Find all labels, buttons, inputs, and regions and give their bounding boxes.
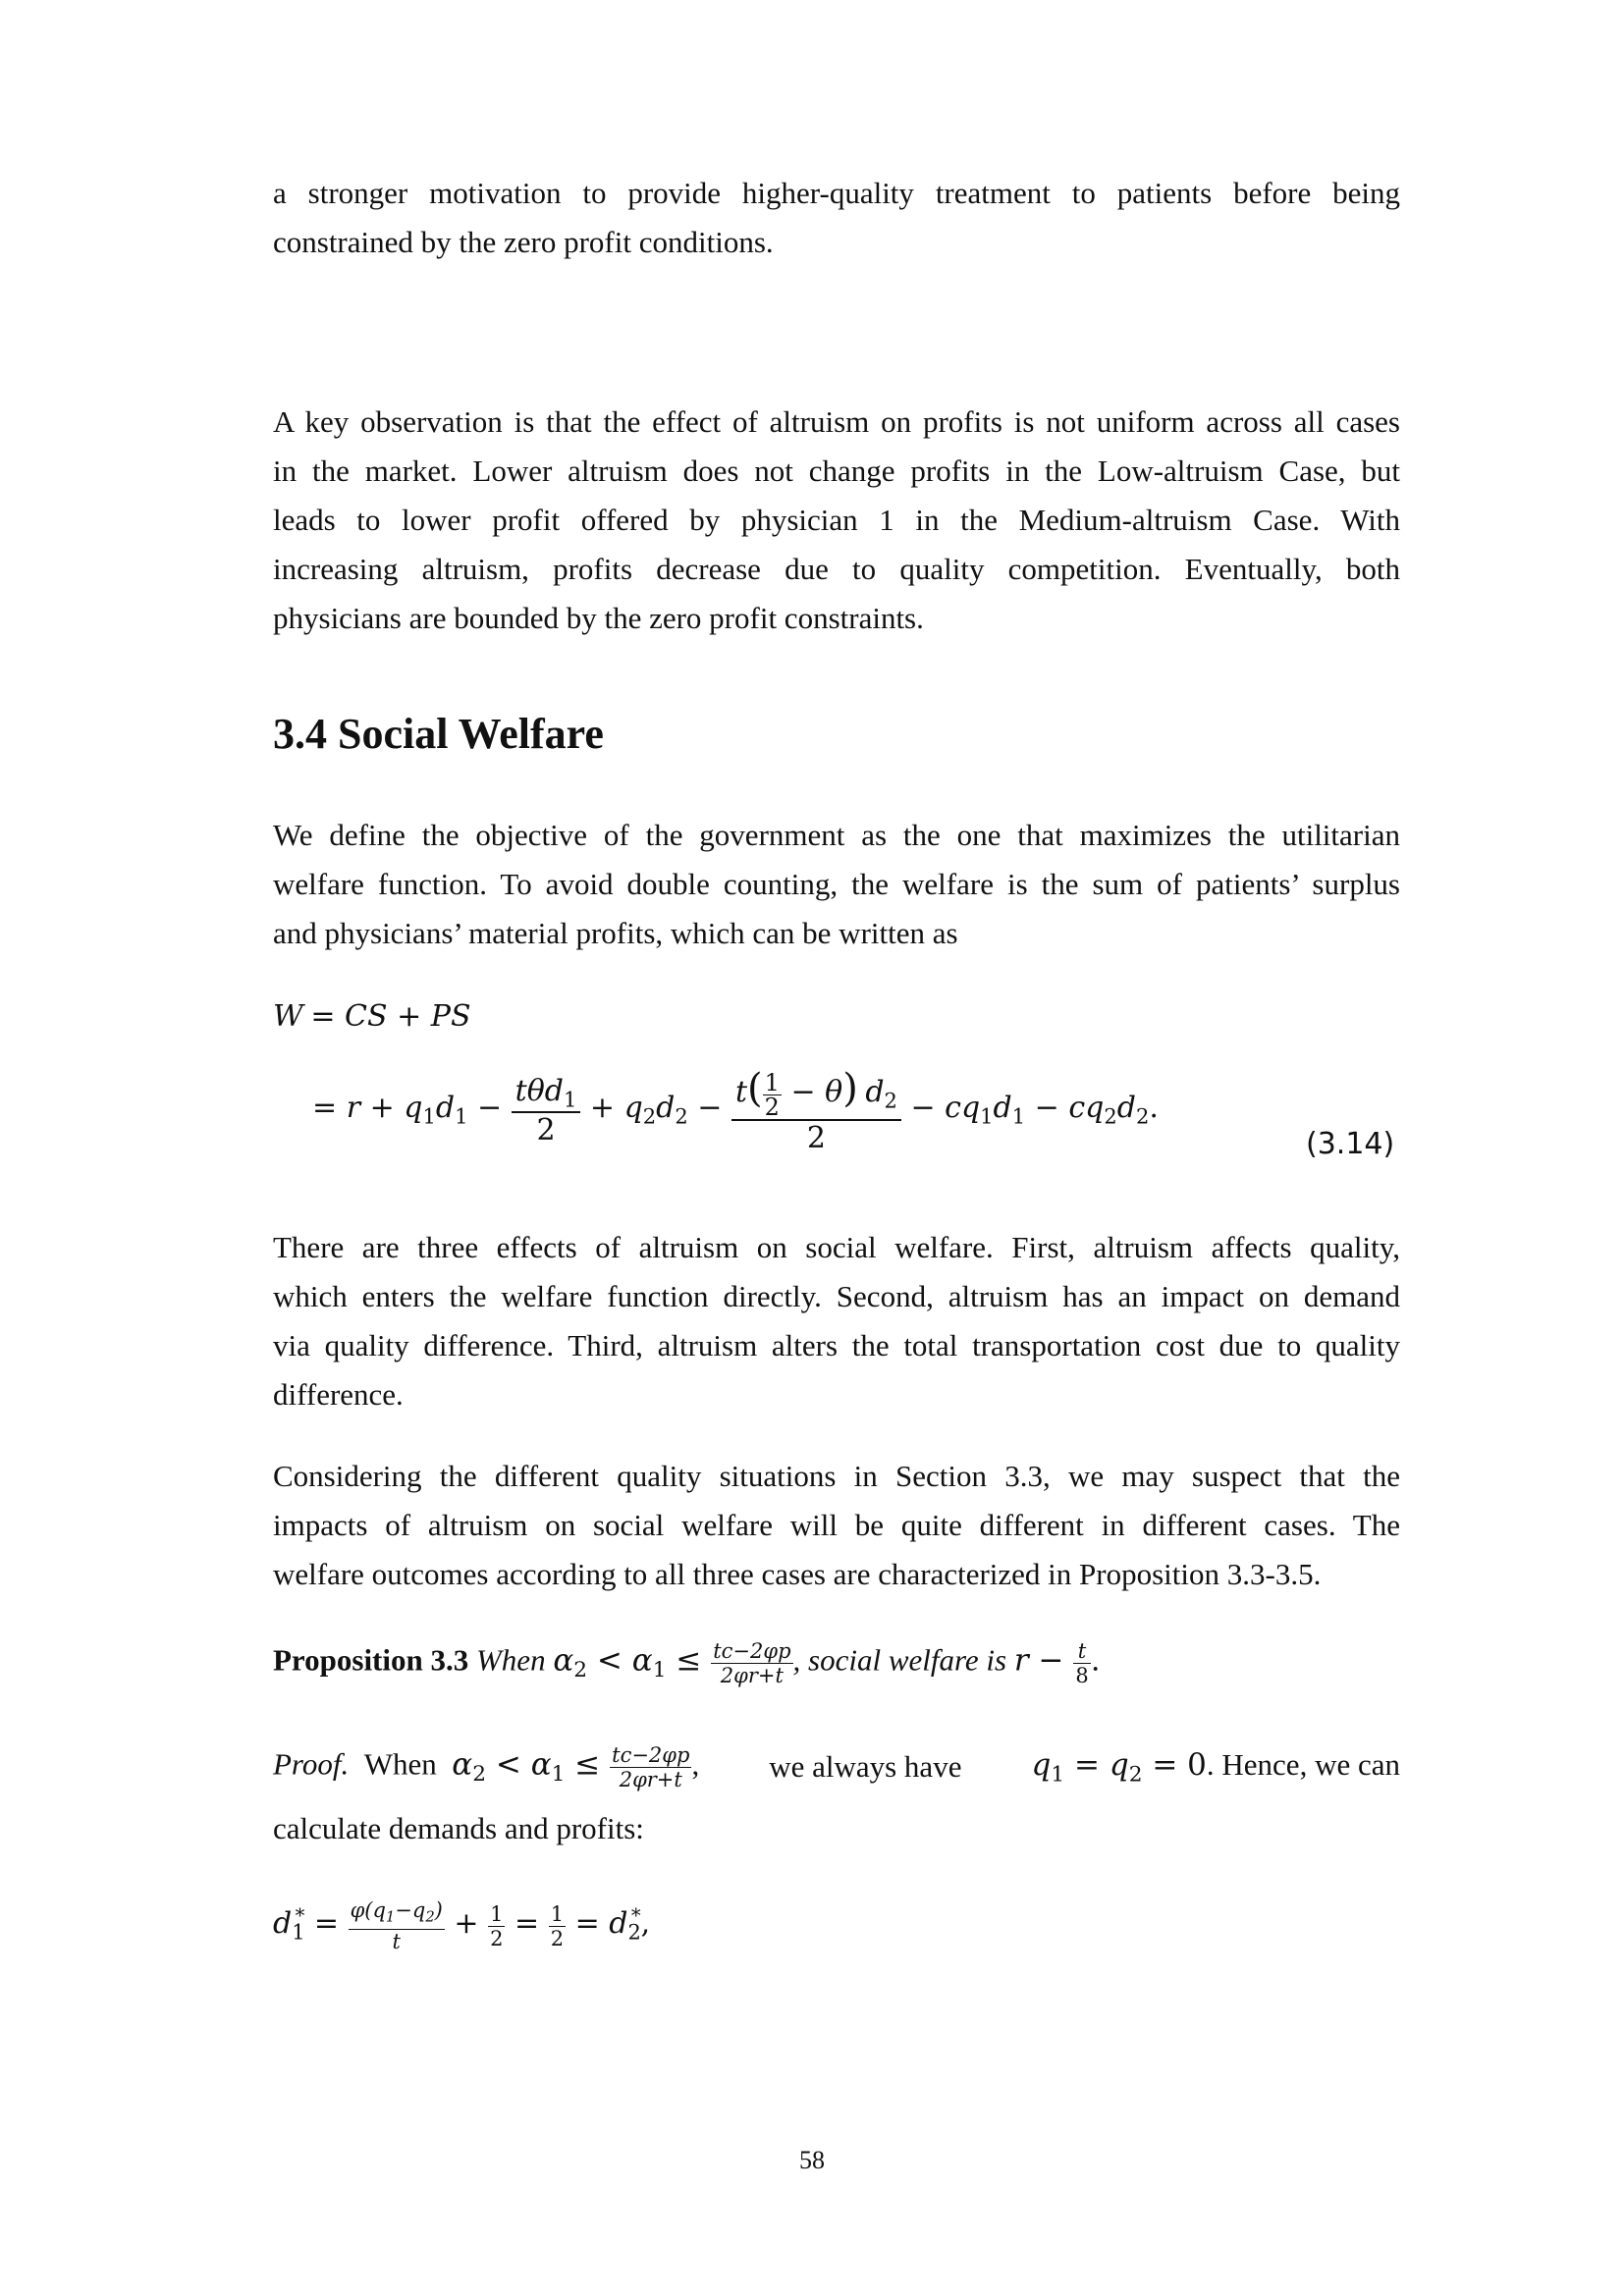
text-line: difference. (273, 1377, 404, 1412)
text-line: via quality difference. Third, altruism alters the total transportation cost due to quality (273, 1328, 1400, 1362)
text-line: There are three effects of altruism on social welfare. First, altruism affects quality, (273, 1230, 1400, 1264)
equation-number: (3.14) (1306, 1127, 1395, 1161)
text-line: leads to lower profit offered by physician 1 in the Medium-altruism Case. With (273, 503, 1400, 537)
text-line: Considering the different quality situations in Section 3.3, we may suspect that the (273, 1459, 1400, 1493)
demand-equation: $d_1^*$ = $\frac{\varphi(q_1-q_2)}{t}$ + $\frac{1}{2}$ = $\frac{1}{2}$ = $d_2^*$, (273, 1898, 651, 1954)
text-line: welfare outcomes according to all three cases are characterized in Proposition 3.3-3.5. (273, 1557, 1322, 1591)
text-line: physicians are bounded by the zero profit constraints. (273, 601, 924, 635)
proof-block: Proof. When $\alpha_2 < \alpha_1$ ≤ $\frac{tc-2\varphi p}{2\varphi r+t}$ , we always have $q_1 = q_2 = 0$. Hence, we can calculate demands and profits: (273, 1739, 1400, 1853)
welfare-equation-3-14: = $r + q_1d_1$ − $\frac{t\theta d_1}{2}$ + $q_2d_2$ − t( $\frac{1}{2}$ − θ) $d_2$ 2 − $cq_1d_1 - cq_2d_2$. (312, 1066, 1159, 1155)
text-line: We define the objective of the government as the one that maximizes the utilitarian (273, 818, 1400, 852)
text-line: a stronger motivation to provide higher-quality treatment to patients before being (273, 176, 1400, 210)
text-line: A key observation is that the effect of altruism on profits is not uniform across all cases (273, 404, 1400, 439)
proposition-3-3: Proposition 3.3 When $\alpha_2 < \alpha_1$ ≤ $\frac{tc-2\varphi p}{2\varphi r+t}$ , social welfare is r − $\frac{t}{8}$ . (273, 1639, 1101, 1687)
proposition-label: Proposition 3.3 (273, 1642, 469, 1678)
proof-text-line: calculate demands and profits: (273, 1811, 644, 1845)
section-heading (273, 709, 604, 759)
page-number: 58 (799, 2146, 825, 2174)
paragraph-intro (273, 169, 1400, 267)
proof-text: . Hence, we can (1206, 1746, 1400, 1782)
paragraph-cases (273, 1452, 1400, 1599)
text-line: increasing altruism, profits decrease due to quality competition. Eventually, both (273, 552, 1400, 586)
text-line: which enters the welfare function directly. Second, altruism has an impact on demand (273, 1279, 1400, 1313)
paragraph-effects (273, 1223, 1400, 1419)
proof-text: When (363, 1746, 437, 1782)
text-line: and physicians’ material profits, which can be written as (273, 916, 958, 950)
paragraph-objective (273, 811, 1400, 958)
proof-text: we always have (769, 1749, 962, 1784)
proposition-text: , social welfare is (792, 1642, 1007, 1678)
proof-label: Proof. (273, 1746, 350, 1782)
text-line: impacts of altruism on social welfare will be quite different in different cases. The (273, 1508, 1400, 1542)
proposition-text: When (475, 1642, 546, 1678)
paragraph-key-observation (273, 398, 1400, 643)
text-line: constrained by the zero profit conditions. (273, 225, 774, 259)
text-line: welfare function. To avoid double counting, the welfare is the sum of patients’ surplus (273, 867, 1400, 901)
welfare-definition-equation: W = CS + PS (273, 999, 471, 1034)
text-line: in the market. Lower altruism does not change profits in the Low-altruism Case, but (273, 454, 1400, 488)
section-title: Social Welfare (338, 710, 604, 758)
section-number: 3.4 (273, 710, 327, 758)
